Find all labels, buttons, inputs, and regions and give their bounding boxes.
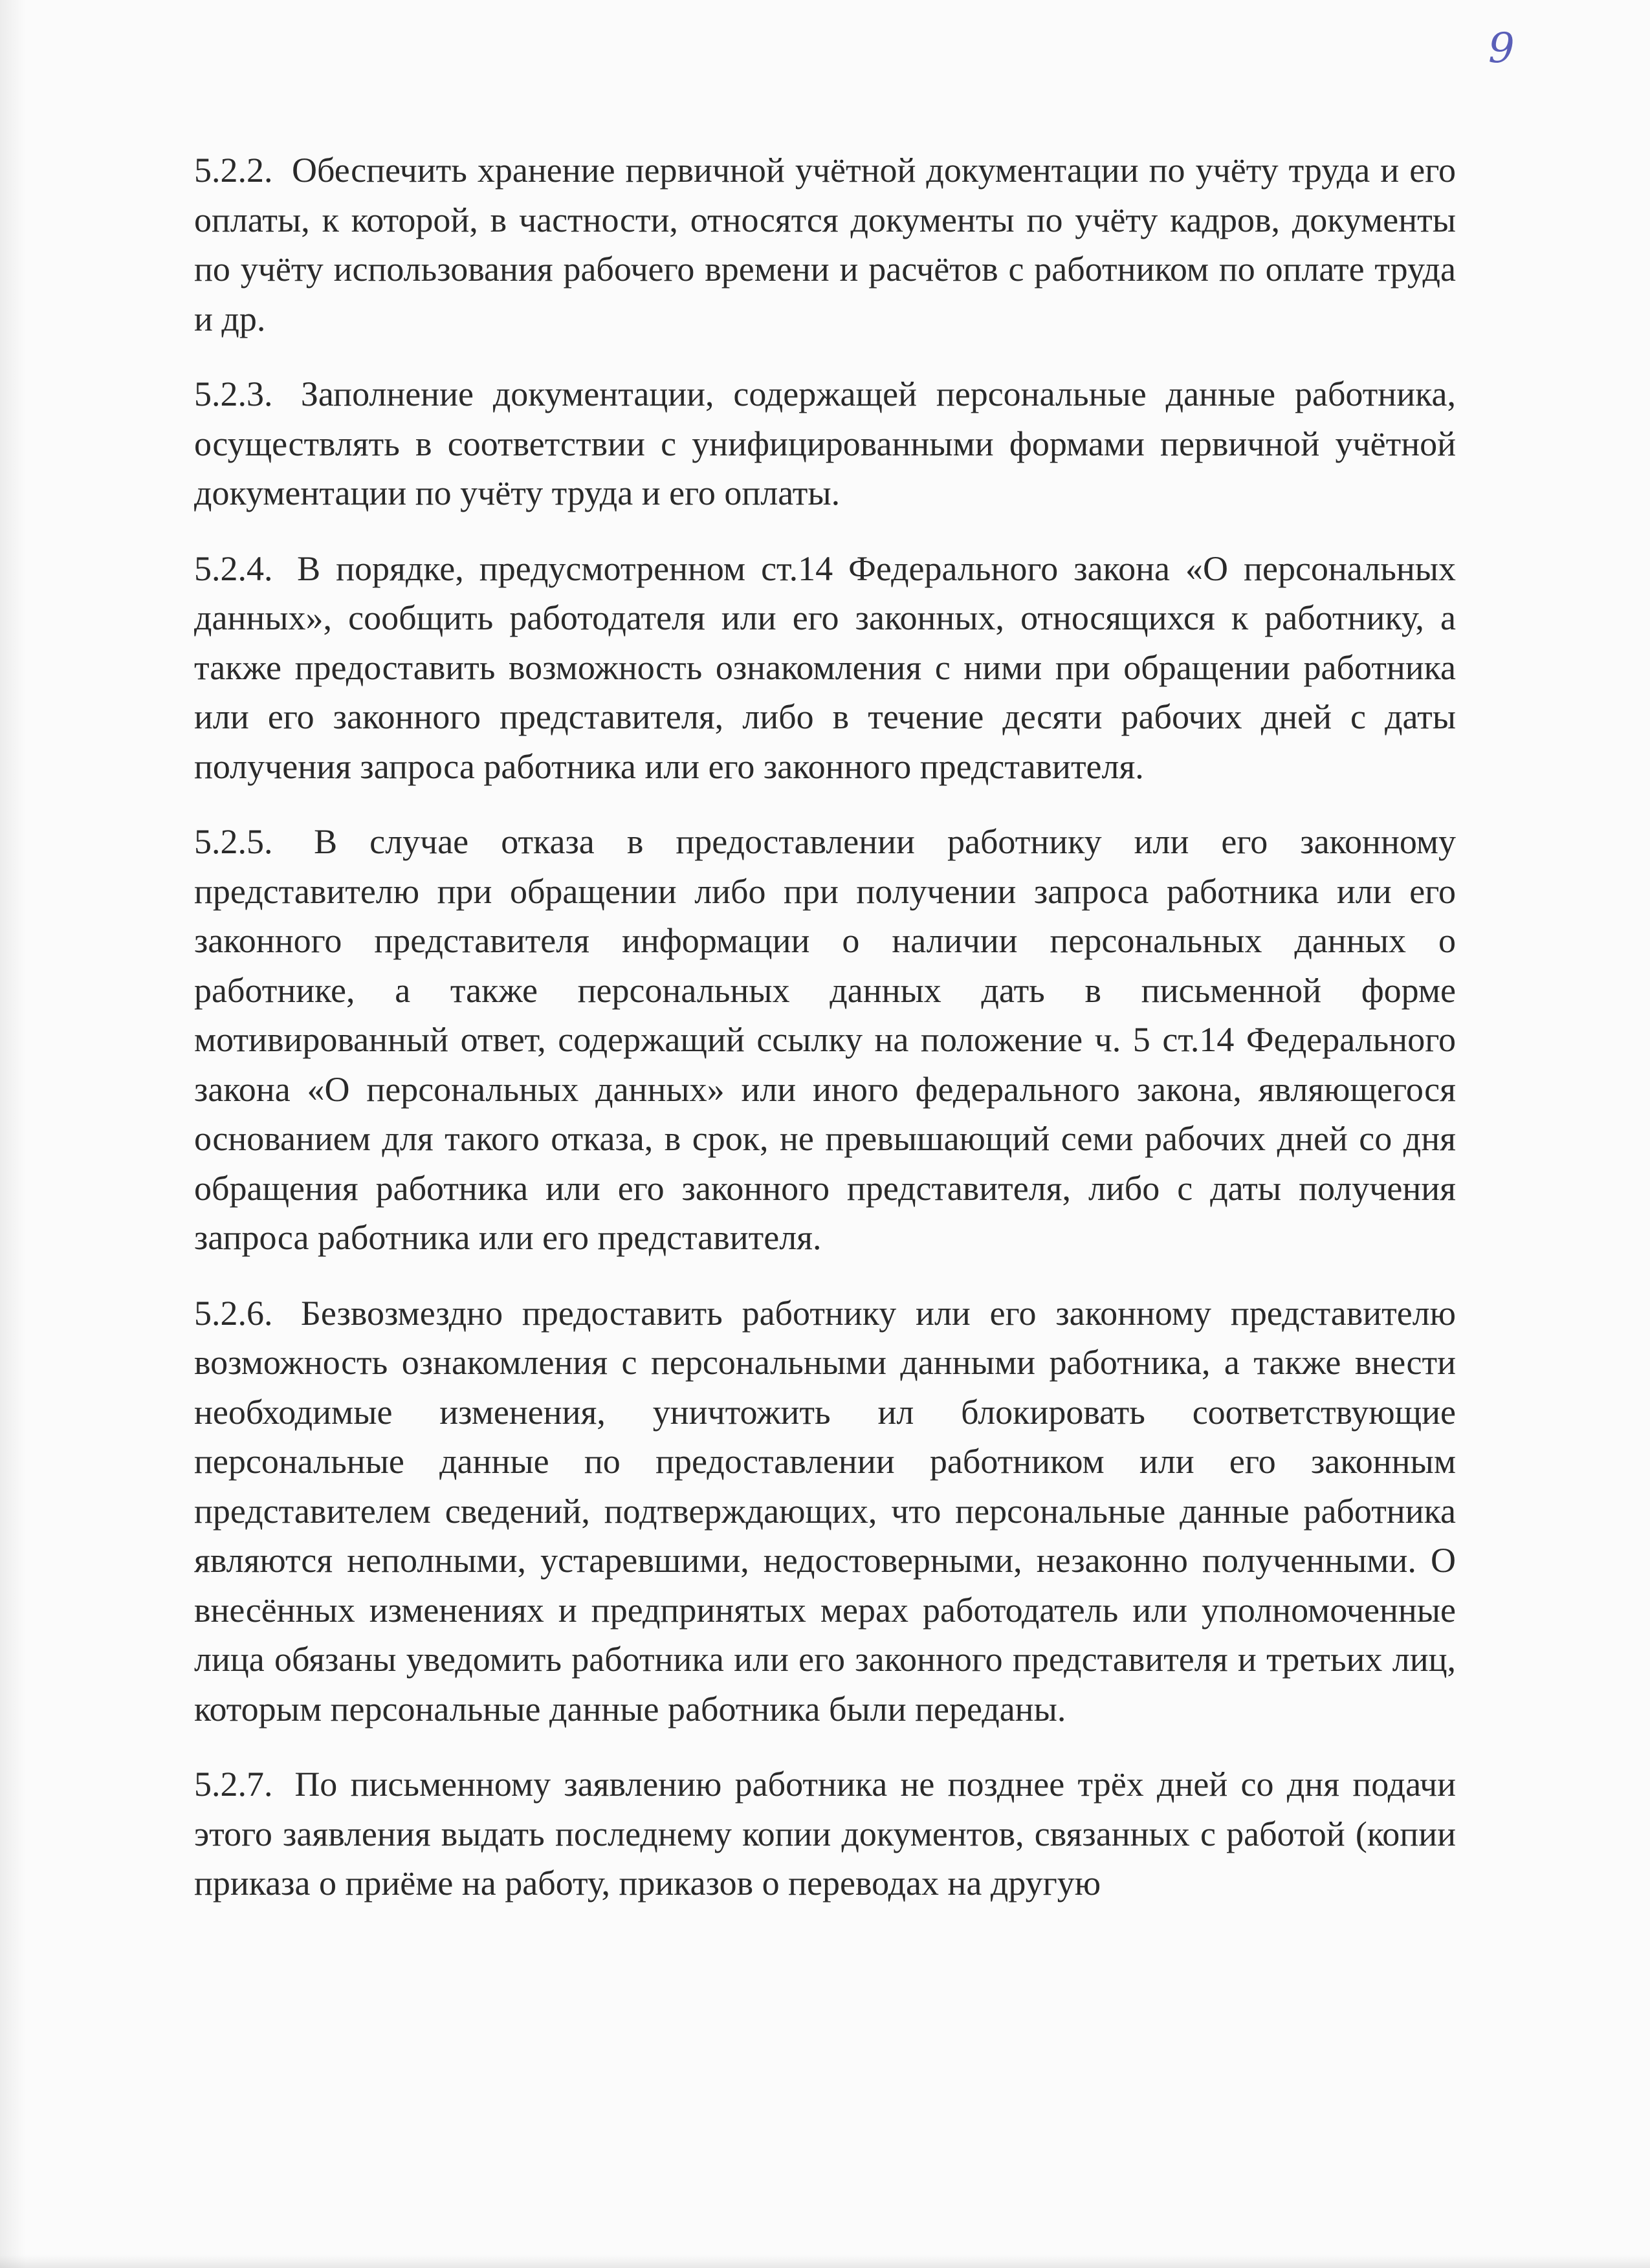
paragraph-text: В случае отказа в предоставлении работнику или его законному представителю при обращении либо при получении запроса работника или его законного представителя информации о наличии персональных данных о работнике, а также персональных данных дать в письменной форме мотивированный ответ, содержащий ссылку на положение ч. 5 ст.14 Федерального закона «О персональных данных» или иного федерального закона, являющегося основанием для такого отказа, в срок, не превышающий семи рабочих дней со дня обращения работника или его законного представителя, либо с даты получения запроса работника или его представителя. (194, 822, 1456, 1257)
paragraph-number: 5.2.7. (194, 1765, 273, 1804)
paragraph-text: Заполнение документации, содержащей персональные данные работника, осуществлять в соответствии с унифицированными формами первичной учётной документации по учёту труда и его оплаты. (194, 375, 1456, 512)
paragraph-number: 5.2.3. (194, 375, 273, 413)
paragraph-5-2-4 (194, 544, 1456, 792)
paragraph-5-2-3 (194, 369, 1456, 518)
scan-bottom-edge (0, 2255, 1650, 2268)
paragraph-text: Обеспечить хранение первичной учётной документации по учёту труда и его оплаты, к которой, в частности, относятся документы по учёту кадров, документы по учёту использования рабочего времени и расчётов с работником по оплате труда и др. (194, 151, 1456, 338)
paragraph-number: 5.2.6. (194, 1293, 273, 1333)
document-body (194, 146, 1456, 1934)
paragraph-5-2-2 (194, 146, 1456, 343)
paragraph-number: 5.2.4. (194, 549, 273, 588)
paragraph-5-2-7 (194, 1760, 1456, 1908)
page-number: 9 (1488, 25, 1515, 72)
paragraph-text: В порядке, предусмотренном ст.14 Федерального закона «О персональных данных», сообщить работодателя или его законных, относящихся к работнику, а также предоставить возможность ознакомления с ними при обращении работника или его законного представителя, либо в течение десяти рабочих дней с даты получения запроса работника или его законного представителя. (194, 549, 1457, 786)
paragraph-5-2-6 (194, 1289, 1456, 1734)
paragraph-text: Безвозмездно предоставить работнику или его законному представителю возможность ознакомления с персональными данными работника, а также внести необходимые изменения, уничтожить ил блокировать соответствующие персональные данные по предоставлении работником или его законным представителем сведений, подтверждающих, что персональные данные работника являются неполными, устаревшими, недостоверными, незаконно полученными. О внесённых изменениях и предпринятых мерах работодатель или уполномоченные лица обязаны уведомить работника или его законного представителя и третьих лиц, которым персональные данные работника были переданы. (194, 1293, 1456, 1728)
paragraph-number: 5.2.2. (194, 151, 273, 190)
paragraph-number: 5.2.5. (194, 822, 273, 861)
paragraph-text: По письменному заявлению работника не позднее трёх дней со дня подачи этого заявления выдать последнему копии документов, связанных с работой (копии приказа о приёме на работу, приказов о переводах на другую (194, 1765, 1457, 1903)
paragraph-5-2-5 (194, 817, 1456, 1263)
